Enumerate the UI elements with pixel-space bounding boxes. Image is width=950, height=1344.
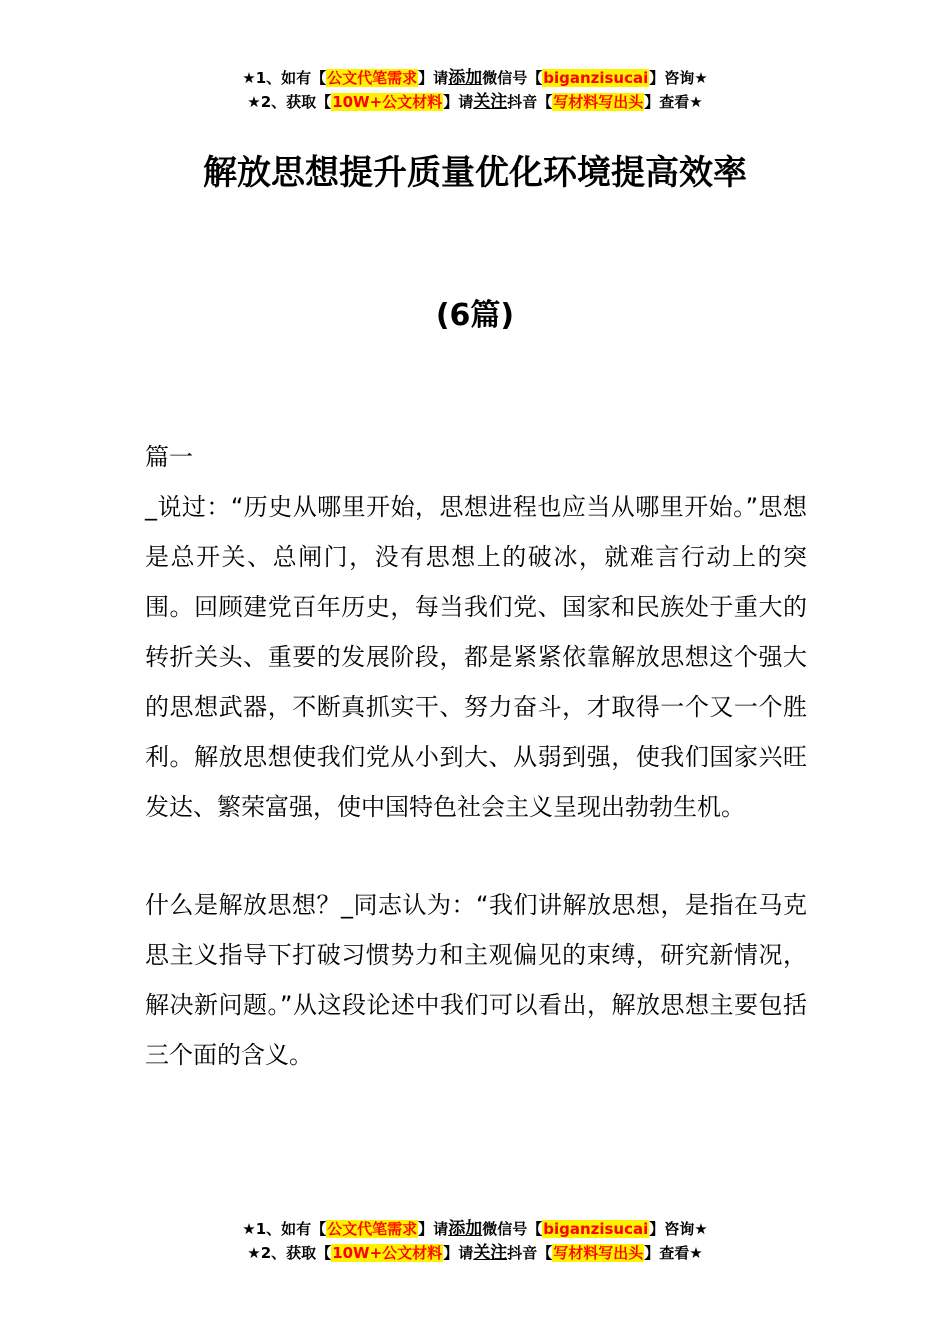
banner-highlight-service: 公文代笔需求 [327,1220,418,1238]
document-title: 解放思想提升质量优化环境提高效率 [203,153,747,193]
banner-text: 】请 [418,1220,449,1238]
banner-highlight-materials: 10W+公文材料 [332,93,443,111]
banner-highlight-wechat: biganzisucai [543,69,649,87]
banner-line-2 [0,90,950,114]
banner-highlight-wechat: biganzisucai [543,1220,649,1238]
banner-emphasis: 关注 [473,92,508,112]
banner-text: 】请 [418,69,449,87]
document-body [145,432,807,1080]
banner-text: ★1、如有【 [242,69,327,87]
banner-line-2 [0,1241,950,1265]
banner-highlight-service: 公文代笔需求 [327,69,418,87]
section-heading: 篇一 [145,443,193,471]
footer-banner [0,1217,950,1265]
paragraph: 什么是解放思想？_同志认为：“我们讲解放思想，是指在马克思主义指导下打破习惯势力和主观偏见的束缚，研究新情况，解决新问题。”从这段论述中我们可以看出，解放思想主要包括三个面的含义。 [145,891,807,1069]
banner-text: 抖音【 [507,1244,553,1262]
banner-emphasis: 关注 [473,1243,508,1263]
header-banner [0,66,950,114]
banner-text: 】请 [443,93,474,111]
banner-highlight-douyin: 写材料写出头 [553,93,644,111]
banner-text: 抖音【 [507,93,553,111]
banner-highlight-materials: 10W+公文材料 [332,1244,443,1262]
document-subtitle: (6篇) [435,298,515,333]
banner-text: 】咨询★ [649,1220,708,1238]
banner-text: 微信号【 [482,1220,543,1238]
banner-emphasis: 添加 [448,68,483,88]
banner-text: 】咨询★ [649,69,708,87]
banner-line-1 [0,66,950,90]
banner-highlight-douyin: 写材料写出头 [553,1244,644,1262]
banner-text: 】查看★ [644,93,703,111]
banner-text: ★2、获取【 [247,93,332,111]
banner-text: 】请 [443,1244,474,1262]
banner-text: 】查看★ [644,1244,703,1262]
banner-text: ★1、如有【 [242,1220,327,1238]
banner-text: ★2、获取【 [247,1244,332,1262]
banner-text: 微信号【 [482,69,543,87]
paragraph: _说过：“历史从哪里开始，思想进程也应当从哪里开始。”思想是总开关、总闸门，没有思想上的破冰，就难言行动上的突围。回顾建党百年历史，每当我们党、国家和民族处于重大的转折关头、重要的发展阶段，都是紧紧依靠解放思想这个强大的思想武器，不断真抓实干、努力奋斗，才取得一个又一个胜利。解放思想使我们党从小到大、从弱到强，使我们国家兴旺发达、繁荣富强，使中国特色社会主义呈现出勃勃生机。 [145,493,807,821]
banner-line-1 [0,1217,950,1241]
banner-emphasis: 添加 [448,1219,483,1239]
